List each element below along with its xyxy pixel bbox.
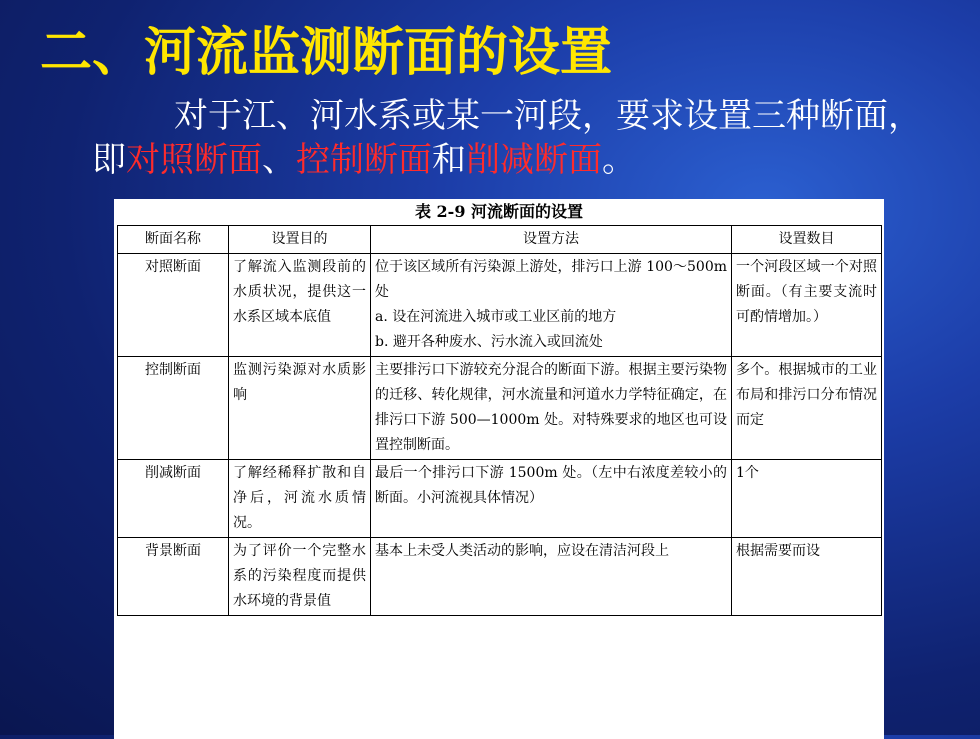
header-method: 设置方法 [371,226,732,254]
cell-purpose: 监测污染源对水质影响 [229,357,371,460]
method-line: b. 避开各种废水、污水流入或回流处 [375,334,603,350]
cell-section-name: 削减断面 [118,460,229,538]
table-caption: 表 2-9 河流断面的设置 [414,202,584,221]
cell-method: 最后一个排污口下游 1500m 处。（左中右浓度差较小的断面。小河流视具体情况） [371,460,732,538]
cell-count: 1个 [732,460,882,538]
table-row [118,357,882,460]
header-purpose: 设置目的 [229,226,371,254]
slide-title: 二、河流监测断面的设置 [40,23,613,83]
table-row [118,460,882,538]
table-header-row [118,226,882,254]
table-row [118,254,882,357]
method-line: a. 设在河流进入城市或工业区前的地方 [375,309,617,325]
cell-method: 基本上未受人类活动的影响，应设在清洁河段上 [371,538,732,616]
term-attenuation-section: 削减断面 [466,140,602,180]
term-control-section: 控制断面 [296,140,432,180]
header-section-name: 断面名称 [118,226,229,254]
cell-count: 根据需要而设 [732,538,882,616]
cell-purpose: 了解经稀释扩散和自净后，河流水质情况。 [229,460,371,538]
intro-paragraph [92,94,942,182]
cell-method [371,254,732,357]
cell-method: 主要排污口下游较充分混合的断面下游。根据主要污染物的迁移、转化规律，河水流量和河道水力学特征确定，在排污口下游 500—1000m 处。对特殊要求的地区也可设置控制断面。 [371,357,732,460]
cell-section-name: 对照断面 [118,254,229,357]
cell-count: 多个。根据城市的工业布局和排污口分布情况而定 [732,357,882,460]
section-settings-table [117,225,882,616]
intro-separator-2: 和 [432,140,466,180]
method-line: 位于该区域所有污染源上游处，排污口上游 100～500m 处 [375,259,727,300]
cell-purpose: 了解流入监测段前的水质状况，提供这一水系区域本底值 [229,254,371,357]
table-panel [114,199,884,739]
intro-text: 对于江、河水系或某一河段，要求设置三种断面，即 [92,96,922,180]
table-row [118,538,882,616]
term-control-section-reference: 对照断面 [126,140,262,180]
cell-purpose: 为了评价一个完整水系的污染程度而提供水环境的背景值 [229,538,371,616]
header-count: 设置数目 [732,226,882,254]
cell-section-name: 背景断面 [118,538,229,616]
intro-separator-1: 、 [262,140,296,180]
intro-end: 。 [602,140,636,180]
cell-count: 一个河段区域一个对照断面。（有主要支流时可酌情增加。） [732,254,882,357]
cell-section-name: 控制断面 [118,357,229,460]
